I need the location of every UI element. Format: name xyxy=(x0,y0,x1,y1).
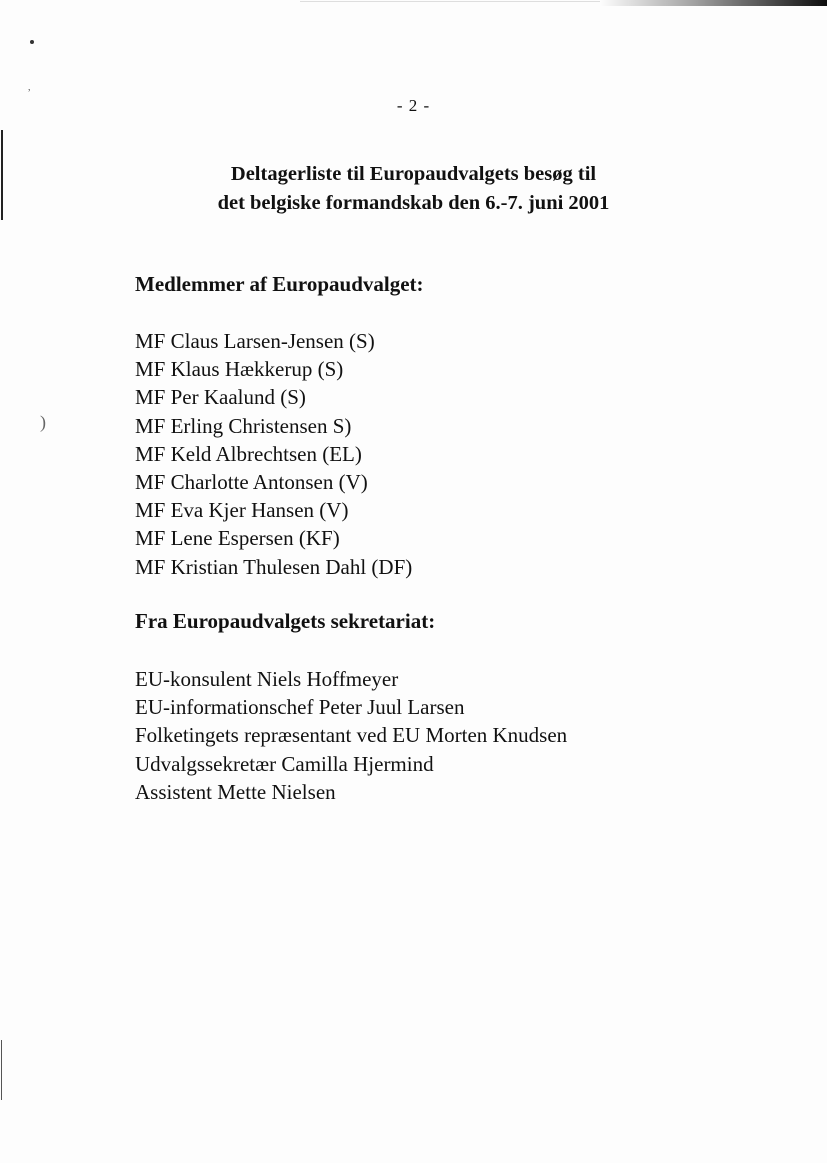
list-item: EU-konsulent Niels Hoffmeyer xyxy=(135,667,399,691)
title-line-1: Deltagerliste til Europaudvalgets besøg til xyxy=(230,163,597,185)
document-title xyxy=(0,160,827,218)
secretariat-heading: Fra Europaudvalgets sekretariat: xyxy=(135,609,436,633)
list-item: MF Erling Christensen S) xyxy=(135,413,352,438)
list-item: MF Lene Espersen (KF) xyxy=(135,526,340,551)
members-heading: Medlemmer af Europaudvalget: xyxy=(135,272,424,296)
list-item: MF Kristian Thulesen Dahl (DF) xyxy=(135,554,413,579)
list-item: MF Charlotte Antonsen (V) xyxy=(135,470,368,495)
list-item: MF Per Kaalund (S) xyxy=(135,385,306,410)
scan-artifact-dot xyxy=(30,40,34,44)
list-item: MF Eva Kjer Hansen (V) xyxy=(135,498,349,523)
scan-artifact-left-line xyxy=(1,1040,2,1100)
members-list xyxy=(135,327,412,581)
scan-artifact-top-line xyxy=(300,1,600,2)
list-item: Assistent Mette Nielsen xyxy=(135,779,336,804)
scan-artifact-mark: ) xyxy=(40,412,46,432)
list-item: Folketingets repræsentant ved EU Morten Knudsen xyxy=(135,723,568,748)
list-item: EU-informationschef Peter Juul Larsen xyxy=(135,695,465,720)
page-number: - 2 - xyxy=(396,96,431,115)
list-item: MF Keld Albrechtsen (EL) xyxy=(135,441,362,466)
title-line-2: det belgiske formandskab den 6.-7. juni 2001 xyxy=(217,192,610,214)
scan-artifact-top-bar xyxy=(600,0,827,6)
list-item: MF Claus Larsen-Jensen (S) xyxy=(135,329,375,353)
list-item: MF Klaus Hækkerup (S) xyxy=(135,357,344,382)
secretariat-list xyxy=(135,665,567,806)
scan-artifact-mark: , xyxy=(28,82,31,93)
list-item: Udvalgssekretær Camilla Hjermind xyxy=(135,751,434,776)
